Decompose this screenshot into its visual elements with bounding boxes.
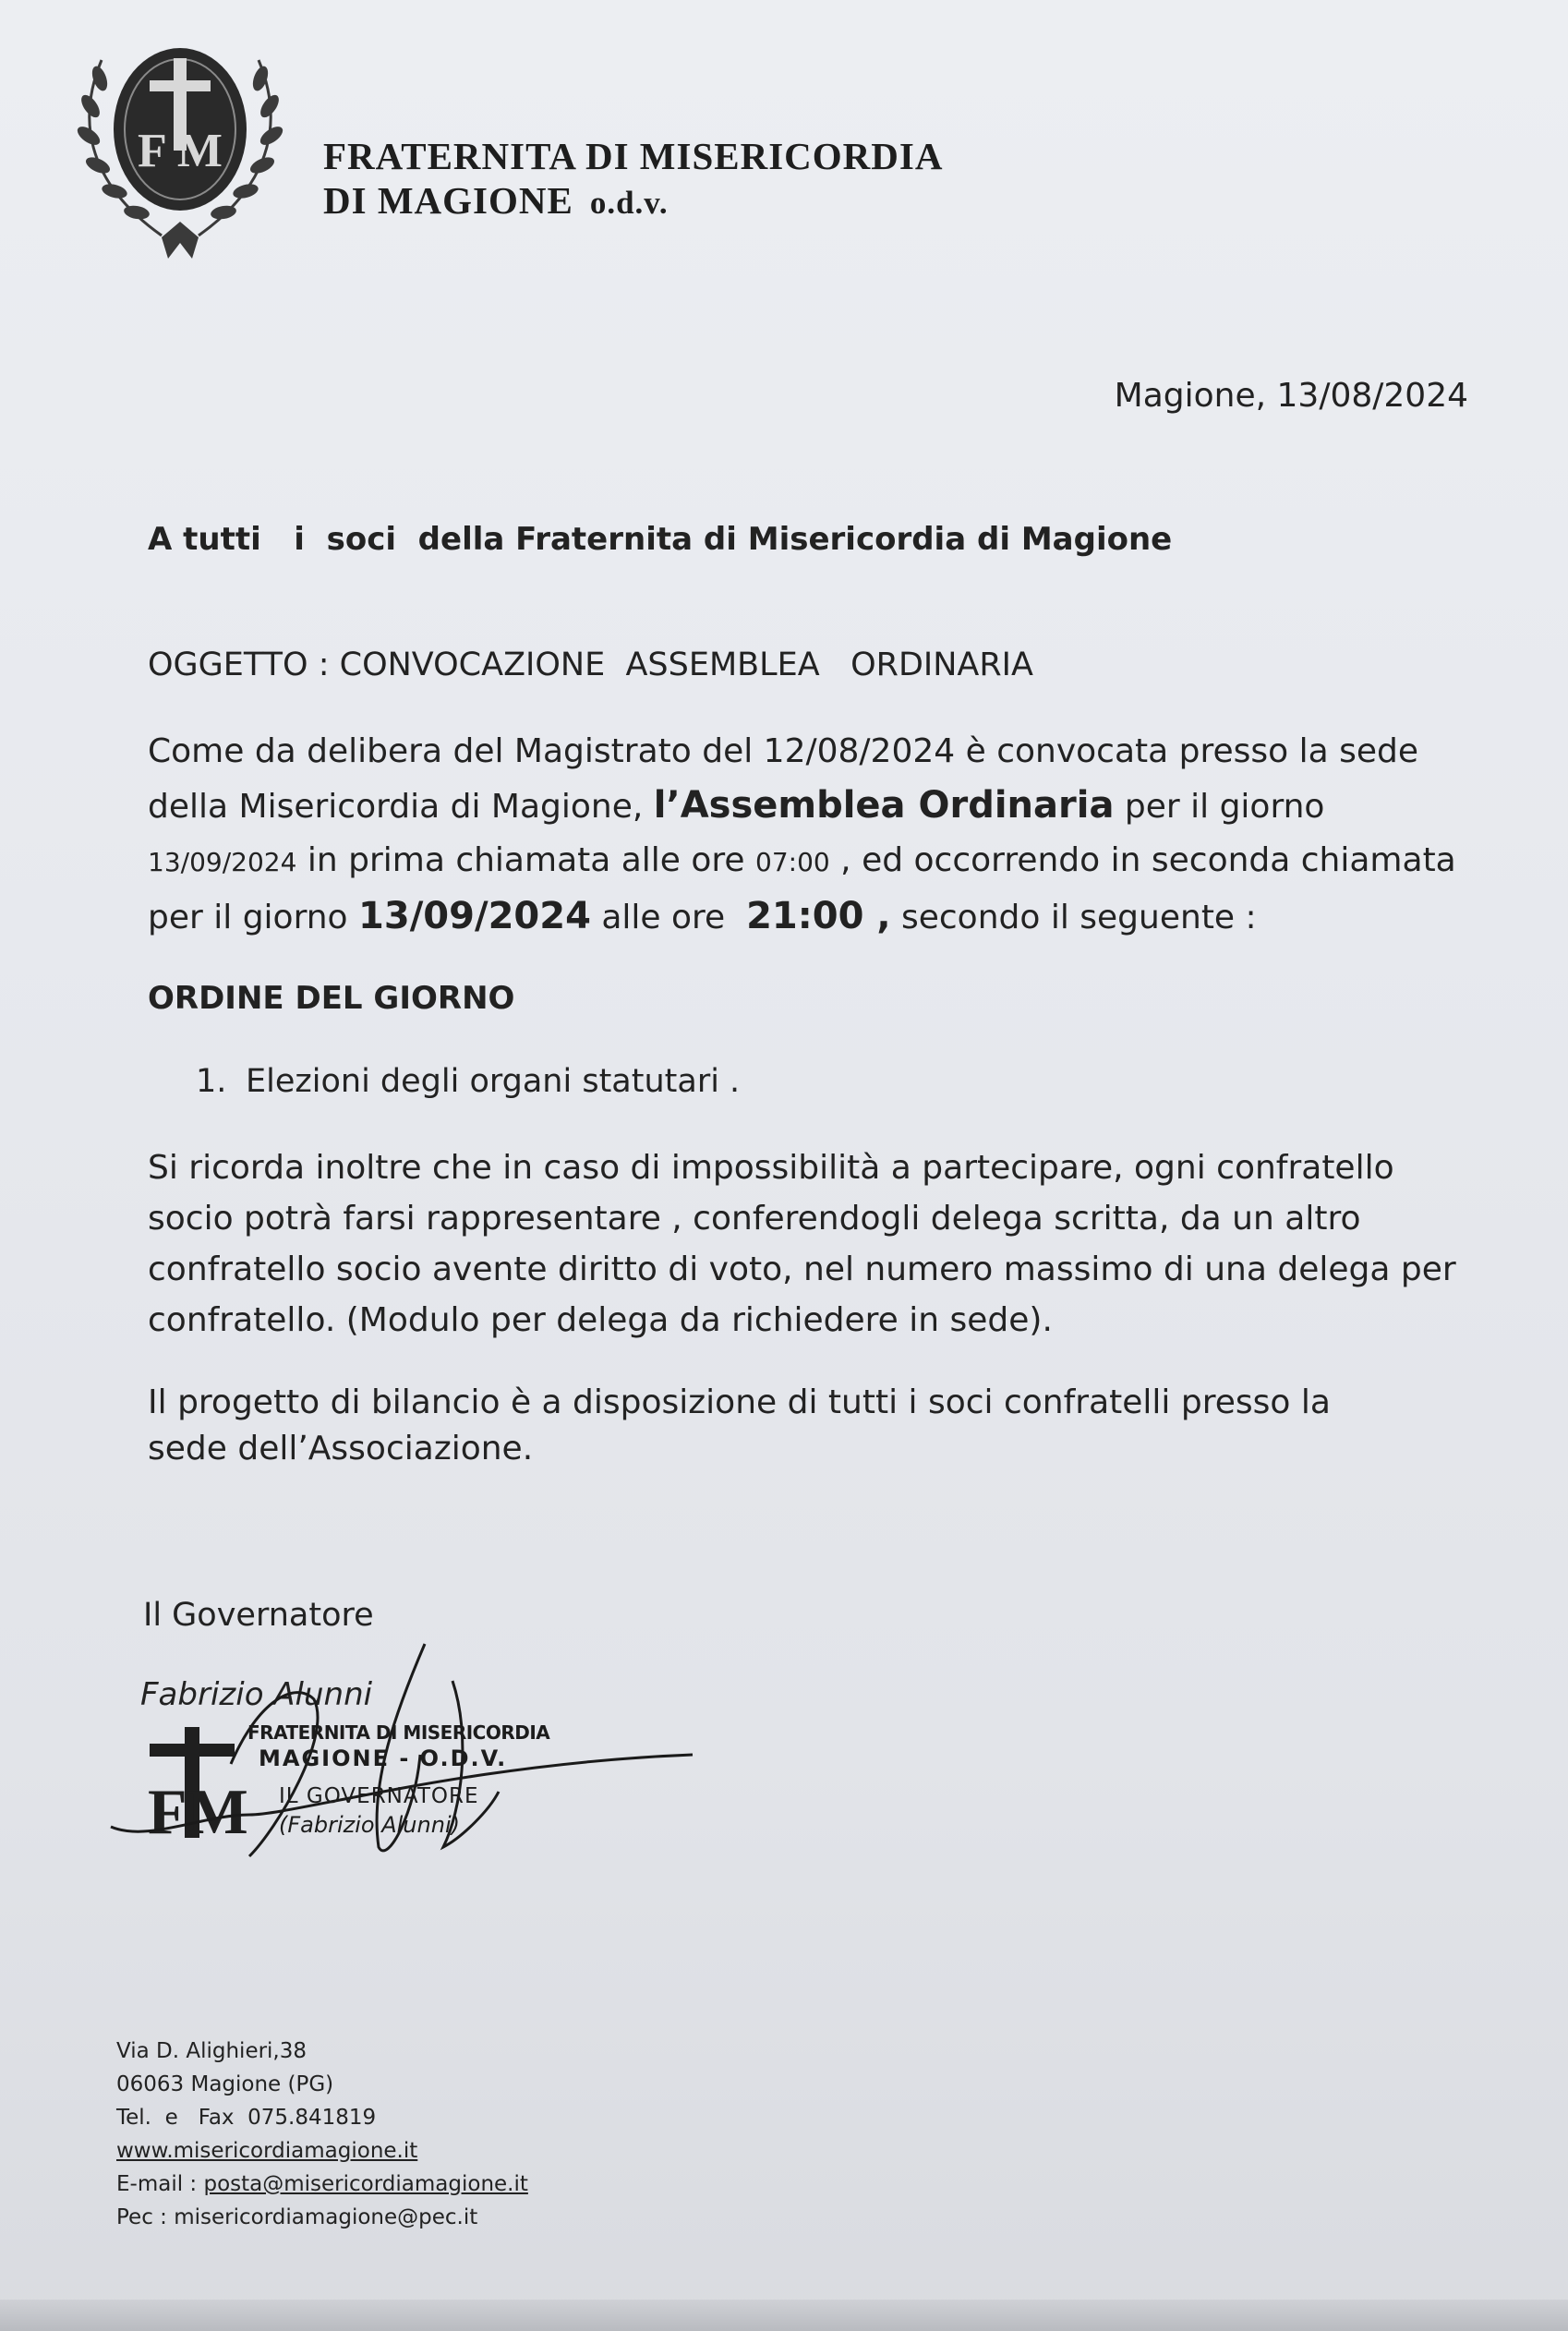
p1-text-2: per il giorno	[1114, 788, 1325, 826]
p1-text-3: in prima chiamata alle ore	[296, 841, 756, 879]
subject-line: OGGETTO : CONVOCAZIONE ASSEMBLEA ORDINARIA	[148, 646, 1033, 683]
org-suffix: o.d.v.	[589, 185, 669, 221]
stamp-line-1: FRATERNITA DI MISERICORDIA	[247, 1721, 550, 1744]
letter-date: Magione, 13/08/2024	[1114, 377, 1468, 415]
stamp-line-3: IL GOVERNATORE	[279, 1784, 479, 1808]
paper-edge-shadow	[0, 2300, 1568, 2331]
signatory-name: Fabrizio Alunni	[140, 1676, 373, 1713]
stamp-cross-horizontal	[150, 1744, 235, 1757]
email-line	[116, 2168, 528, 2201]
p1-text-4: , ed occorrendo in seconda chiamata per il giorno	[148, 841, 1456, 936]
recipients-line: A tutti i soci della Fraternita di Misericordia di Magione	[148, 521, 1173, 558]
address-street: Via D. Alighieri,38	[116, 2039, 308, 2063]
p1-second-date: 13/09/2024	[358, 895, 591, 937]
convocation-paragraph	[148, 725, 1459, 945]
p1-first-date: 13/09/2024	[148, 847, 297, 877]
p1-text-1: Come da delibera del Magistrato del 12/08/2024 è convocata presso la sede della Misericordia di Magione,	[148, 732, 1419, 826]
org-name-line1: FRATERNITA DI MISERICORDIA	[323, 135, 944, 177]
phone-fax: Tel. e Fax 075.841819	[116, 2106, 377, 2130]
signatory-title: Il Governatore	[143, 1597, 374, 1634]
p1-text-5: alle ore	[590, 899, 747, 936]
org-name-line2	[323, 178, 669, 223]
agenda-item-text: Elezioni degli organi statutari .	[246, 1063, 741, 1100]
p1-bold-assembly: l’Assemblea Ordinaria	[653, 784, 1115, 827]
email-link[interactable]: posta@misericordiamagione.it	[203, 2172, 528, 2196]
proxy-paragraph: Si ricorda inoltre che in caso di impossibilità a partecipare, ogni confratello socio potrà farsi rappresentare , conferendogli delega scritta, da un altro confratello socio avente diritto di voto, nel numero massimo di una delega per confratello. (Modulo per delega da richiedere in sede).	[148, 1149, 1456, 1339]
agenda-item-number: 1.	[196, 1063, 227, 1100]
address-city: 06063 Magione (PG)	[116, 2072, 334, 2096]
agenda-item	[196, 1055, 740, 1108]
logo-letters: F M	[138, 125, 223, 177]
stamp-monogram: FM	[148, 1777, 248, 1848]
p1-second-time: 21:00 ,	[746, 895, 891, 937]
stamp-line-4: (Fabrizio Alunni)	[279, 1812, 460, 1838]
org-name-text: DI MAGIONE	[323, 179, 573, 222]
website-link[interactable]: www.misericordiamagione.it	[116, 2139, 418, 2163]
agenda-heading: ORDINE DEL GIORNO	[148, 980, 515, 1017]
email-label: E-mail :	[116, 2172, 204, 2196]
misericordia-logo	[74, 23, 286, 263]
p1-text-6: secondo il seguente :	[890, 899, 1257, 936]
budget-paragraph: Il progetto di bilancio è a disposizione di tutti i soci confratelli presso la sede dell’Associazione.	[148, 1383, 1331, 1467]
stamp-line-2: MAGIONE - O.D.V.	[259, 1745, 508, 1771]
pec-line: Pec : misericordiamagione@pec.it	[116, 2205, 478, 2229]
p1-first-time: 07:00	[755, 847, 830, 877]
